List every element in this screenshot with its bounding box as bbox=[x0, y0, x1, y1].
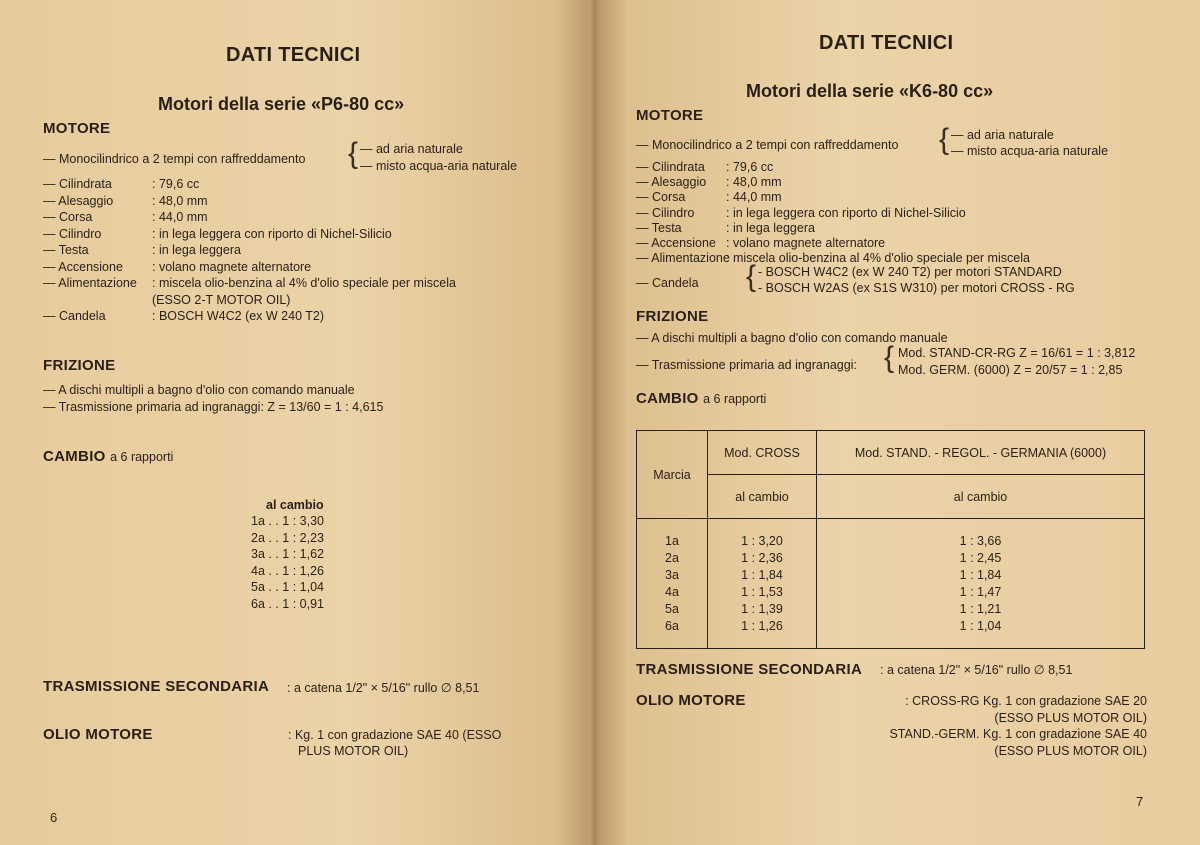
cooling-line: — Monocilindrico a 2 tempi con raffreddamento bbox=[636, 138, 899, 152]
spec-key: — Alimentazione bbox=[43, 276, 137, 290]
candela-label: — Candela bbox=[636, 276, 699, 290]
cross-column bbox=[708, 519, 817, 649]
spec-row bbox=[636, 160, 1030, 175]
spec-row bbox=[636, 175, 1030, 190]
spec-key: — Accensione bbox=[43, 259, 123, 274]
spec-value: : in lega leggera con riporto di Nichel-Silicio bbox=[726, 205, 966, 220]
cross-header: Mod. CROSS bbox=[708, 431, 817, 475]
frizione-heading: FRIZIONE bbox=[636, 308, 709, 325]
olio-heading: OLIO MOTORE bbox=[636, 692, 746, 709]
cambio-suffix: a 6 rapporti bbox=[703, 392, 767, 406]
spec-key: — Alesaggio bbox=[636, 175, 707, 190]
spec-key: — Cilindrata bbox=[636, 160, 705, 174]
cambio-heading: CAMBIO bbox=[636, 390, 699, 407]
olio-line: STAND.-GERM. Kg. 1 con gradazione SAE 40 bbox=[889, 727, 1147, 741]
marcia-cell: 3a bbox=[665, 567, 679, 582]
trasmissione-heading: TRASMISSIONE SECONDARIA bbox=[43, 678, 270, 695]
brace-icon: { bbox=[348, 137, 359, 170]
marcia-cell: 5a bbox=[665, 601, 679, 616]
stand-column bbox=[817, 519, 1145, 649]
frizione-option: Mod. GERM. (6000) Z = 20/57 = 1 : 2,85 bbox=[898, 363, 1123, 377]
stand-header: Mod. STAND. - REGOL. - GERMANIA (6000) bbox=[817, 431, 1145, 475]
spec-value: : 44,0 mm bbox=[152, 210, 208, 224]
spec-row bbox=[636, 236, 1030, 251]
spec-value: : in lega leggera bbox=[152, 243, 241, 257]
ratio-item: 4a . . 1 : 1,26 bbox=[251, 563, 324, 578]
spec-key: — Cilindro bbox=[43, 226, 102, 241]
cooling-option: — misto acqua-aria naturale bbox=[951, 144, 1109, 158]
trasmissione-value: : a catena 1/2" × 5/16" rullo ∅ 8,51 bbox=[880, 663, 1073, 677]
frizione-line: — Trasmissione primaria ad ingranaggi: Z = 13/60 = 1 : 4,615 bbox=[43, 400, 384, 414]
page-title: DATI TECNICI bbox=[819, 32, 954, 54]
spec-key: — Corsa bbox=[43, 210, 93, 224]
spec-row bbox=[636, 190, 1030, 205]
brace-icon: { bbox=[884, 341, 895, 374]
olio-lines bbox=[880, 693, 1147, 759]
candela-option: - BOSCH W4C2 (ex W 240 T2) per motori STANDARD bbox=[758, 265, 1062, 279]
spec-row bbox=[43, 193, 456, 210]
series-subtitle: Motori della serie «P6-80 cc» bbox=[158, 94, 405, 114]
spec-value: : miscela olio-benzina al 4% d'olio speciale per miscela bbox=[152, 276, 456, 290]
cambio-suffix: a 6 rapporti bbox=[110, 450, 174, 464]
spec-key bbox=[43, 292, 152, 309]
cambio-line bbox=[636, 390, 766, 408]
spec-key: — Alesaggio bbox=[43, 193, 114, 208]
spec-row bbox=[636, 221, 1030, 236]
spec-row bbox=[43, 275, 456, 292]
cooling-line: — Monocilindrico a 2 tempi con raffreddamento bbox=[43, 152, 306, 166]
stand-ratio-cell: 1 : 2,45 bbox=[959, 550, 1002, 565]
spec-row bbox=[43, 308, 456, 325]
frizione-option: Mod. STAND-CR-RG Z = 16/61 = 1 : 3,812 bbox=[898, 346, 1136, 360]
ratio-list bbox=[251, 513, 324, 612]
stand-ratio-cell: 1 : 3,66 bbox=[959, 533, 1002, 548]
olio-line: (ESSO PLUS MOTOR OIL) bbox=[994, 710, 1147, 725]
olio-line: PLUS MOTOR OIL) bbox=[298, 744, 409, 758]
cross-ratio-cell: 1 : 3,20 bbox=[741, 533, 783, 548]
stand-ratio-cell: 1 : 1,84 bbox=[959, 567, 1002, 582]
spec-key: — Accensione bbox=[636, 236, 716, 251]
marcia-column bbox=[637, 519, 708, 649]
spec-list bbox=[636, 160, 1030, 266]
cross-ratio-cell: 1 : 1,26 bbox=[741, 618, 783, 633]
spec-key: — Alimentazione bbox=[636, 251, 730, 266]
ratio-item: 2a . . 1 : 2,23 bbox=[251, 530, 324, 545]
series-subtitle: Motori della serie «K6-80 cc» bbox=[746, 81, 994, 101]
stand-ratio-cell: 1 : 1,04 bbox=[959, 618, 1002, 633]
spec-value: : in lega leggera con riporto di Nichel-Silicio bbox=[152, 226, 392, 241]
spec-value: : 48,0 mm bbox=[726, 175, 782, 190]
marcia-cell: 2a bbox=[665, 550, 679, 565]
spec-key: — Corsa bbox=[636, 190, 686, 205]
marcia-header: Marcia bbox=[637, 431, 708, 519]
spec-row bbox=[43, 209, 456, 226]
spec-row bbox=[43, 259, 456, 276]
spec-value: : 79,6 cc bbox=[726, 160, 774, 174]
ratio-item: 1a . . 1 : 3,30 bbox=[251, 514, 324, 528]
cambio-heading: CAMBIO bbox=[43, 448, 106, 465]
spec-key: — Testa bbox=[636, 220, 682, 235]
stand-subheader: al cambio bbox=[817, 475, 1145, 519]
spec-list bbox=[43, 176, 456, 325]
cross-ratio-cell: 1 : 1,39 bbox=[741, 601, 783, 616]
frizione-heading: FRIZIONE bbox=[43, 357, 116, 374]
spec-row bbox=[43, 176, 456, 193]
spec-key: — Testa bbox=[43, 243, 89, 257]
ratio-item: 6a . . 1 : 0,91 bbox=[251, 596, 324, 611]
motore-heading: MOTORE bbox=[43, 120, 111, 137]
spec-value: : BOSCH W4C2 (ex W 240 T2) bbox=[152, 309, 325, 323]
left-page bbox=[0, 0, 592, 845]
olio-line: : CROSS-RG Kg. 1 con gradazione SAE 20 bbox=[905, 694, 1147, 708]
spec-value: : volano magnete alternatore bbox=[726, 236, 886, 251]
spec-value: : miscela olio-benzina al 4% d'olio speciale per miscela bbox=[726, 251, 1030, 266]
right-page bbox=[598, 0, 1200, 845]
spec-key: — Cilindrata bbox=[43, 177, 112, 191]
page-number: 7 bbox=[1136, 794, 1144, 809]
page-title: DATI TECNICI bbox=[226, 44, 361, 66]
ratios-heading: al cambio bbox=[266, 498, 324, 512]
candela-option: - BOSCH W2AS (ex S1S W310) per motori CROSS - RG bbox=[758, 281, 1075, 295]
marcia-cell: 4a bbox=[665, 584, 679, 599]
frizione-line: — Trasmissione primaria ad ingranaggi: bbox=[636, 358, 857, 372]
trasmissione-heading: TRASMISSIONE SECONDARIA bbox=[636, 661, 863, 678]
cross-ratio-cell: 1 : 2,36 bbox=[741, 550, 783, 565]
spec-row bbox=[43, 226, 456, 243]
cambio-line bbox=[43, 448, 173, 466]
brace-icon: { bbox=[939, 123, 950, 156]
marcia-cell: 1a bbox=[665, 533, 679, 548]
trasmissione-value: : a catena 1/2" × 5/16" rullo ∅ 8,51 bbox=[287, 681, 480, 695]
olio-line: (ESSO PLUS MOTOR OIL) bbox=[994, 743, 1147, 758]
cooling-option: — ad aria naturale bbox=[951, 128, 1054, 142]
page-number: 6 bbox=[50, 810, 58, 825]
cambio-table bbox=[636, 430, 1145, 649]
motore-heading: MOTORE bbox=[636, 107, 704, 124]
ratio-item: 5a . . 1 : 1,04 bbox=[251, 580, 324, 594]
olio-heading: OLIO MOTORE bbox=[43, 726, 153, 743]
spec-value: : volano magnete alternatore bbox=[152, 259, 312, 274]
spec-key: — Cilindro bbox=[636, 205, 695, 220]
frizione-line: — A dischi multipli a bagno d'olio con comando manuale bbox=[636, 331, 948, 345]
stand-ratio-cell: 1 : 1,21 bbox=[959, 601, 1002, 616]
spec-value: : 48,0 mm bbox=[152, 193, 208, 208]
spec-key: — Candela bbox=[43, 309, 106, 323]
spec-row bbox=[636, 206, 1030, 221]
olio-line: : Kg. 1 con gradazione SAE 40 (ESSO bbox=[288, 728, 502, 742]
spec-row bbox=[43, 292, 456, 309]
spec-value: (ESSO 2-T MOTOR OIL) bbox=[152, 292, 291, 307]
marcia-cell: 6a bbox=[665, 618, 679, 633]
spec-row bbox=[43, 242, 456, 259]
cross-ratio-cell: 1 : 1,53 bbox=[741, 584, 783, 599]
spec-value: : 79,6 cc bbox=[152, 177, 200, 191]
cross-ratio-cell: 1 : 1,84 bbox=[741, 567, 783, 582]
spec-value: : in lega leggera bbox=[726, 220, 815, 235]
spec-value: : 44,0 mm bbox=[726, 190, 782, 205]
cooling-option: — ad aria naturale bbox=[360, 142, 463, 156]
frizione-line: — A dischi multipli a bagno d'olio con comando manuale bbox=[43, 383, 355, 397]
ratio-item: 3a . . 1 : 1,62 bbox=[251, 547, 324, 561]
cross-subheader: al cambio bbox=[708, 475, 817, 519]
stand-ratio-cell: 1 : 1,47 bbox=[959, 584, 1002, 599]
cooling-option: — misto acqua-aria naturale bbox=[360, 159, 518, 173]
brace-icon: { bbox=[746, 260, 757, 293]
